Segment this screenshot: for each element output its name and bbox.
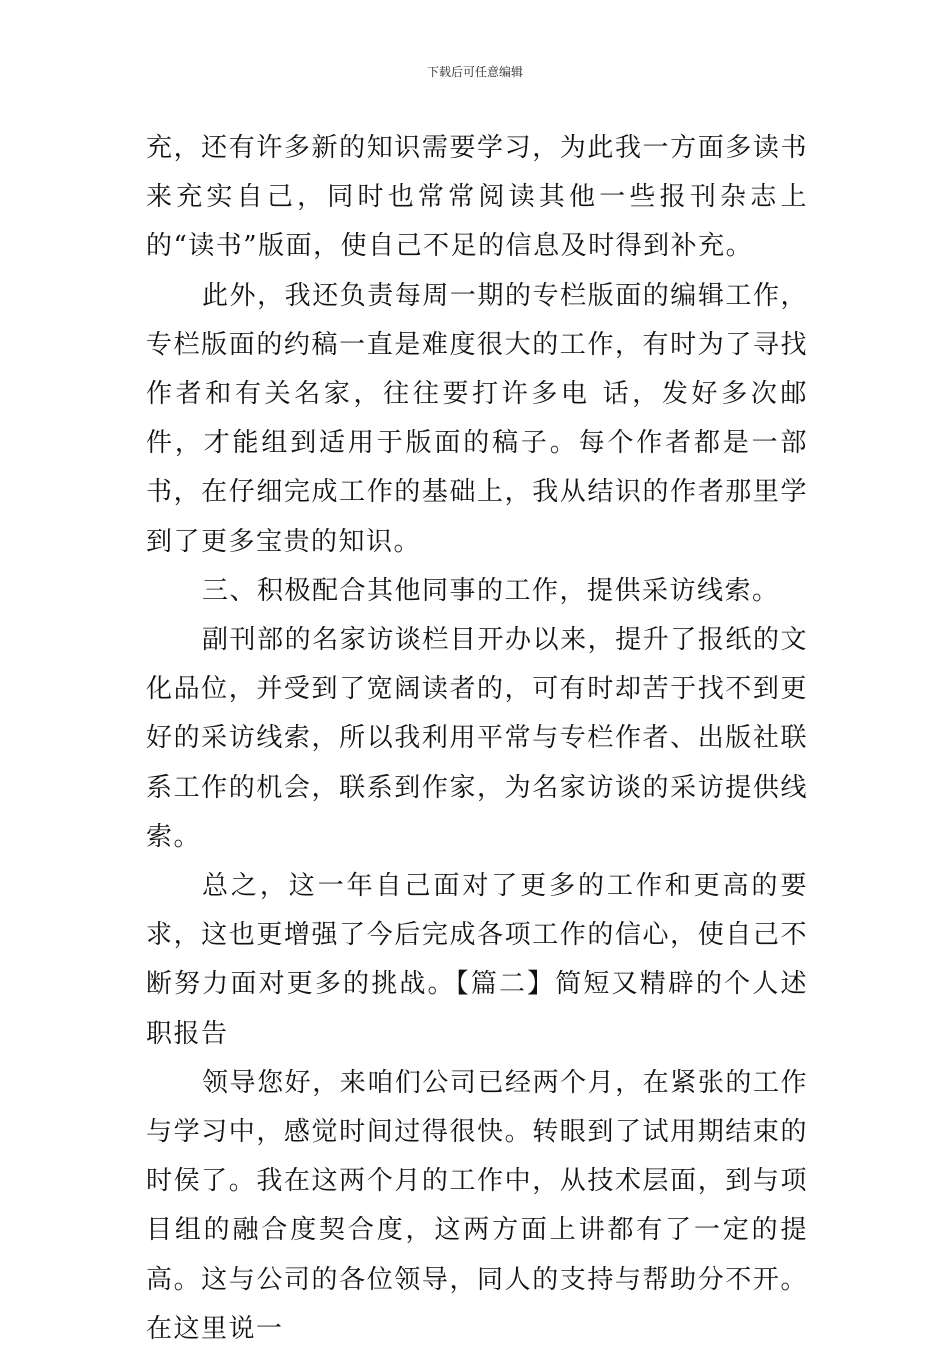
paragraph: 副刊部的名家访谈栏目开办以来，提升了报纸的文化品位，并受到了宽阔读者的，可有时却苦于找不到更好的采访线索，所以我利用平常与专栏作者、出版社联系工作的机会，联系到作家，为名家访谈的采访提供线索。 bbox=[146, 625, 808, 852]
page-header-note: 下载后可任意编辑 bbox=[426, 65, 523, 79]
paragraph: 总之，这一年自己面对了更多的工作和更高的要求，这也更增强了今后完成各项工作的信心，使自己不断努力面对更多的挑战。【篇二】简短又精辟的个人述职报告 bbox=[146, 871, 808, 1049]
section-heading: 三、积极配合其他同事的工作，提供采访线索。 bbox=[202, 575, 780, 606]
paragraph: 此外，我还负责每周一期的专栏版面的编辑工作，专栏版面的约稿一直是难度很大的工作，有时为了寻找作者和有关名家，往往要打许多电 话，发好多次邮件，才能组到适用于版面的稿子。每个作者都是一部书，在仔细完成工作的基础上，我从结识的作者那里学到了更多宝贵的知识。 bbox=[146, 280, 808, 557]
paragraph: 领导您好，来咱们公司已经两个月，在紧张的工作与学习中，感觉时间过得很快。转眼到了试用期结束的时侯了。我在这两个月的工作中，从技术层面，到与项目组的融合度契合度，这两方面上讲都有了一定的提高。这与公司的各位领导，同人的支持与帮助分不开。在这里说一 bbox=[146, 1067, 808, 1344]
paragraph-continuation: 充，还有许多新的知识需要学习，为此我一方面多读书来充实自己，同时也常常阅读其他一些报刊杂志上的“读书”版面，使自己不足的信息及时得到补充。 bbox=[146, 133, 808, 262]
document-body bbox=[146, 124, 808, 1354]
